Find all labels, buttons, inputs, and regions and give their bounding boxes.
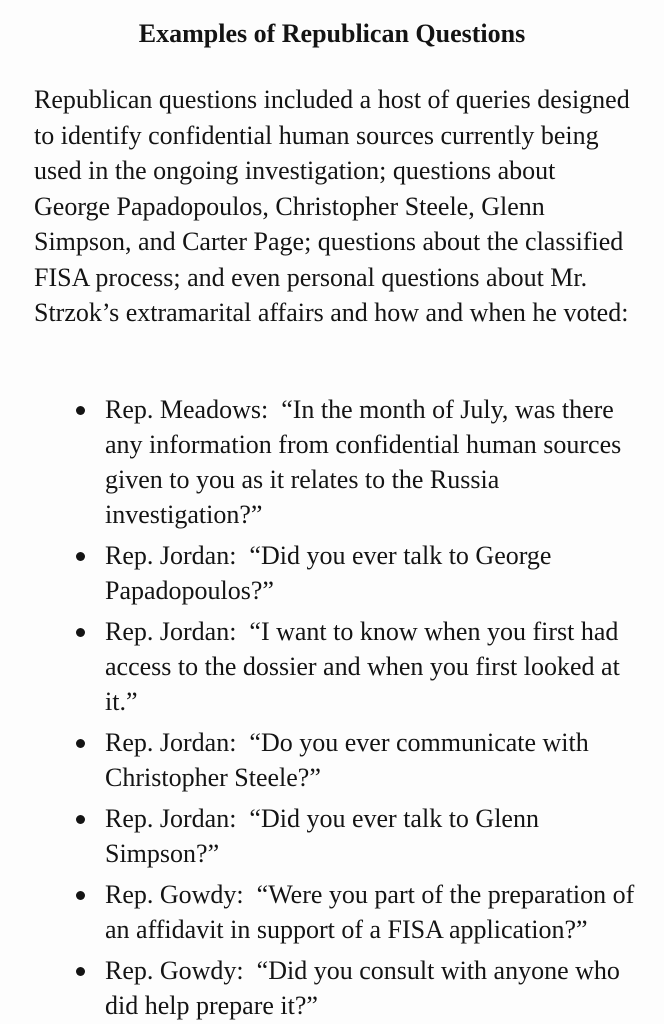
question-quote: “Did you ever talk to Glenn Simpson?” xyxy=(105,804,539,868)
bullet-icon xyxy=(76,552,85,561)
speaker-name: Rep. Jordan: xyxy=(105,541,237,570)
question-quote: “Did you consult with anyone who did help prepare it?” xyxy=(105,956,620,1020)
intro-paragraph: Republican questions included a host of queries designed to identify confidential human sources currently being used in the ongoing investigation; questions about George Papadopoulos, Christopher Steele, Glenn Simpson, and Carter Page; questions about the classified FISA process; and even personal questions about Mr. Strzok’s extramarital affairs and how and when he voted: xyxy=(34,85,630,327)
speaker-name: Rep. Jordan: xyxy=(105,804,237,833)
bullet-icon xyxy=(76,967,85,976)
list-item xyxy=(0,392,664,532)
speaker-name: Rep. Gowdy: xyxy=(105,880,244,909)
page-title: Examples of Republican Questions xyxy=(138,19,526,48)
speaker-name: Rep. Gowdy: xyxy=(105,956,244,985)
bullet-icon xyxy=(76,739,85,748)
bullet-icon xyxy=(76,891,85,900)
question-quote: “I want to know when you first had access to the dossier and when you first looked at it.” xyxy=(105,617,620,716)
list-item xyxy=(0,877,664,947)
bullet-icon xyxy=(76,406,85,415)
question-quote: “Did you ever talk to George Papadopoulos?” xyxy=(105,541,552,605)
question-quote: “Were you part of the preparation of an affidavit in support of a FISA application?” xyxy=(105,880,635,944)
bullet-icon xyxy=(76,628,85,637)
questions-list xyxy=(0,392,664,1024)
list-item xyxy=(0,725,664,795)
question-quote: “Do you ever communicate with Christopher Steele?” xyxy=(105,728,589,792)
list-item xyxy=(0,614,664,719)
speaker-name: Rep. Meadows: xyxy=(105,395,269,424)
list-item xyxy=(0,538,664,608)
list-item xyxy=(0,801,664,871)
question-quote: “In the month of July, was there any information from confidential human sources given to you as it relates to the Russia investigation?” xyxy=(105,395,622,529)
speaker-name: Rep. Jordan: xyxy=(105,728,237,757)
speaker-name: Rep. Jordan: xyxy=(105,617,237,646)
list-item xyxy=(0,953,664,1023)
bullet-icon xyxy=(76,815,85,824)
